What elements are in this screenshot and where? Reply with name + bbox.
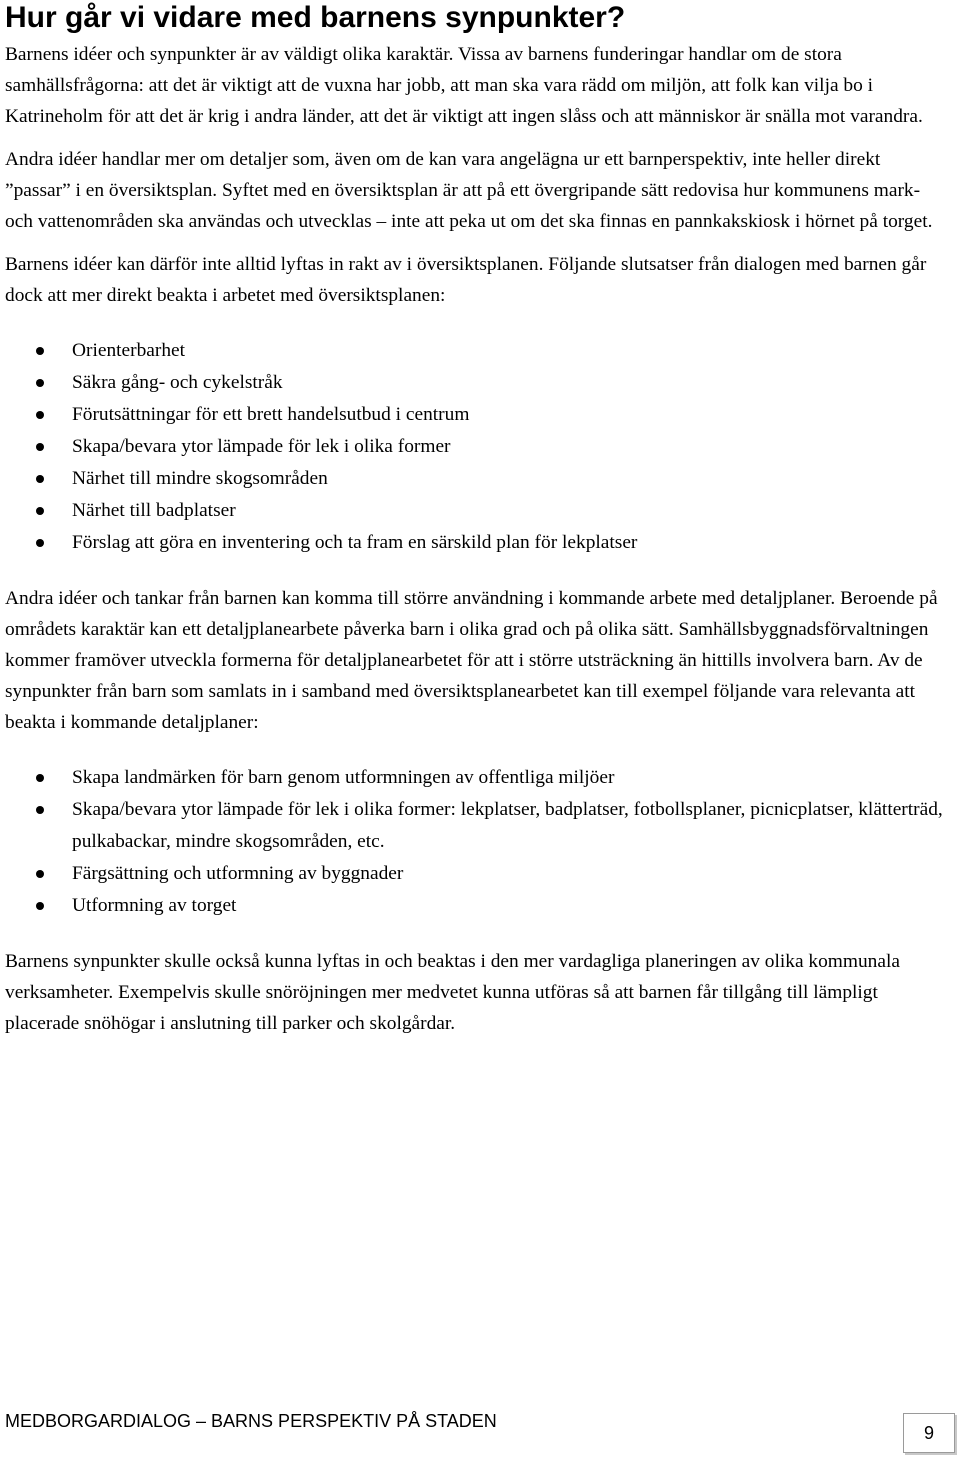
list-item-text: Orienterbarhet <box>72 340 186 361</box>
paragraph-conclusions: Barnens idéer kan därför inte alltid lyftas in rakt av i översiktsplanen. Följande slutsatser från dialogen med barnen går dock att mer direkt beakta i arbetet med översiktsplanen: <box>5 254 927 306</box>
list-item-text: Närhet till badplatser <box>72 500 236 521</box>
bullet-icon <box>36 902 44 910</box>
footer-title: MEDBORGARDIALOG – BARNS PERSPEKTIV PÅ STADEN <box>5 1411 497 1431</box>
list-item-text: Utformning av torget <box>72 895 237 916</box>
list-item <box>5 463 950 495</box>
oversiktsplan-bullet-list <box>5 335 950 559</box>
list-item <box>5 858 950 890</box>
list-item <box>5 335 950 367</box>
list-item-text: Färgsättning och utformning av byggnader <box>72 863 404 884</box>
list-item <box>5 495 950 527</box>
list-item <box>5 527 950 559</box>
bullet-icon <box>36 507 44 515</box>
list-item-text: Skapa landmärken för barn genom utformningen av offentliga miljöer <box>72 767 615 788</box>
list-item <box>5 367 950 399</box>
list-item <box>5 399 950 431</box>
list-item <box>5 890 950 922</box>
bullet-icon <box>36 870 44 878</box>
paragraph-intro: Barnens idéer och synpunkter är av väldigt olika karaktär. Vissa av barnens funderingar handlar om de stora samhällsfrågorna: att det är viktigt att de vuxna har jobb, att man ska vara rädd om miljön, att folk kan vilja bo i Katrineholm för att det är krig i andra länder, att det är viktigt att ingen slåss och att människor är snälla mot varandra. <box>5 44 923 127</box>
bullet-icon <box>36 806 44 814</box>
bullet-icon <box>36 539 44 547</box>
list-item <box>5 762 950 794</box>
list-item-text: Säkra gång- och cykelstråk <box>72 372 283 393</box>
bullet-icon <box>36 475 44 483</box>
list-item-text: Skapa/bevara ytor lämpade för lek i olika former: lekplatser, badplatser, fotbollsplaner, picnicplatser, klätterträd, pulkabackar, mindre skogsområden, etc. <box>72 799 943 852</box>
list-item-text: Förutsättningar för ett brett handelsutbud i centrum <box>72 404 470 425</box>
paragraph-detaljplaner: Andra idéer och tankar från barnen kan komma till större användning i kommande arbete med detaljplaner. Beroende på områdets karaktär kan ett detaljplanearbete påverka barn i olika grad och på olika sätt. Samhällsbyggnadsförvaltningen kommer framöver utveckla formerna för detaljplanearbetet för att i större utsträckning än hittills involvera barn. Av de synpunkter från barn som samlats in i samband med översiktsplanearbetet kan till exempel följande vara relevanta att beakta i kommande detaljplaner: <box>5 588 938 733</box>
list-item-text: Skapa/bevara ytor lämpade för lek i olika former <box>72 436 451 457</box>
list-item <box>5 794 950 858</box>
bullet-icon <box>36 347 44 355</box>
list-item <box>5 431 950 463</box>
bullet-icon <box>36 443 44 451</box>
bullet-icon <box>36 774 44 782</box>
section-heading: Hur går vi vidare med barnens synpunkter? <box>5 1 626 34</box>
detaljplaner-bullet-list <box>5 762 950 922</box>
page-number: 9 <box>903 1413 955 1453</box>
bullet-icon <box>36 379 44 387</box>
list-item-text: Närhet till mindre skogsområden <box>72 468 328 489</box>
paragraph-everyday-planning: Barnens synpunkter skulle också kunna lyftas in och beaktas i den mer vardagliga planeringen av olika kommunala verksamheter. Exempelvis skulle snöröjningen mer medvetet kunna utföras så att barnen får tillgång till lämpligt placerade snöhögar i anslutning till parker och skolgårdar. <box>5 951 900 1034</box>
document-page <box>5 0 950 1051</box>
paragraph-details: Andra idéer handlar mer om detaljer som, även om de kan vara angelägna ur ett barnperspektiv, inte heller direkt ”passar” i en översiktsplan. Syftet med en översiktsplan är att på ett övergripande sätt redovisa hur kommunens mark- och vattenområden ska användas och utvecklas – inte att peka ut om det ska finnas en pannkakskiosk i hörnet på torget. <box>5 149 933 232</box>
bullet-icon <box>36 411 44 419</box>
list-item-text: Förslag att göra en inventering och ta fram en särskild plan för lekplatser <box>72 532 638 553</box>
